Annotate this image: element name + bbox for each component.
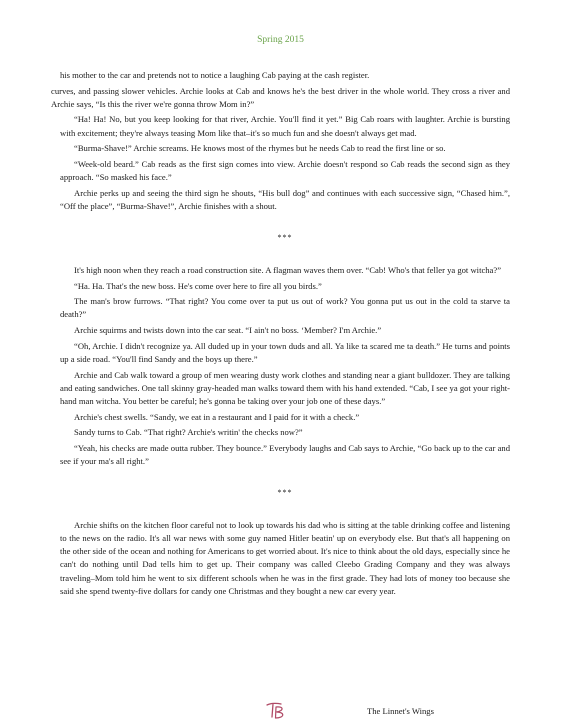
paragraph: “Yeah, his checks are made outta rubber. They bounce.” Everybody laughs and Cab says to Archie, “Go back up to the car and see if your ma's all right.” [60,442,510,466]
tb-logo-icon [264,701,288,721]
paragraph: Archie and Cab walk toward a group of men wearing dusty work clothes and standing near a giant bulldozer. They are talking and eating sandwiches. One tall skinny gray-headed man walks toward them with his hand extended. “Cab, I see ya got your right-hand man witcha. You better be careful; he's gonna be taking over your job one of these days.” [60,369,510,406]
paragraph: Archie squirms and twists down into the car seat. “I ain't no boss. ‘Member? I'm Archie.” [74,325,382,336]
paragraph: Sandy turns to Cab. “That right? Archie's writin' the checks now?” [74,427,303,438]
paragraph: “Ha! Ha! No, but you keep looking for that river, Archie. You'll find it yet.” Big Cab roars with laughter. Archie is bursting with excitement; they're always teasing Mom like that–it's so much fun and she doesn't always get mad. [60,114,510,138]
paragraph: “Ha. Ha. That's the new boss. He's come over here to fire all you birds.” [74,280,322,291]
publication-title: The Linnet's Wings [367,706,434,716]
issue-header: Spring 2015 [257,35,304,45]
paragraph: curves, and passing slower vehicles. Archie looks at Cab and knows he's the best driver in the whole world. They cross a river and Archie says, “Is this the river we're gonna throw Mom in?” [51,85,510,109]
paragraph: The man's brow furrows. “That right? You come over ta put us out of work? You gonna put us out in the cold ta starve ta death?” [60,296,510,320]
paragraph: Archie's chest swells. “Sandy, we eat in a restaurant and I paid for it with a check.” [74,411,360,422]
paragraph: “Burma-Shave!” Archie screams. He knows most of the rhymes but he needs Cab to read the first line or so. [74,143,446,154]
paragraph: Archie perks up and seeing the third sign he shouts, “His bull dog” and continues with each successive sign, “Chased him.”, “Off the place”, “Burma-Shave!”, Archie finishes with a shout. [60,187,510,211]
paragraph: “Oh, Archie. I didn't recognize ya. All duded up in your town duds and all. Ya like ta scared me ta death.” He turns and points up a side road. “You'll find Sandy and the boys up there.” [60,340,510,364]
section-separator: *** [277,488,293,498]
paragraph: Archie shifts on the kitchen floor careful not to look up towards his dad who is sitting at the table drinking coffee and listening to the news on the radio. It's all war news with some guy named Hitler beatin' up on everybody else. But that's all happening on the other side of the ocean and nothing for Americans to get worried about. It's nice to think about the old days, especially since he can't do nothing until Dad tells him to get up. Their company was called Cleebo Grading Company and they was always traveling–Mom told him he went to six different schools when he was in the first grade. They had lots of money too because she said she spend twenty-five dollars for candy one Christmas and they bought a new car every year. [60,520,510,596]
paragraph: It's high noon when they reach a road construction site. A flagman waves them over. “Cab! Who's that feller ya got witcha?” [74,265,502,275]
paragraph: his mother to the car and pretends not to notice a laughing Cab paying at the cash register. [60,70,370,80]
story-body [51,69,510,600]
paragraph: “Week-old beard.” Cab reads as the first sign comes into view. Archie doesn't respond so Cab reads the second sign as they approach. “So masked his face.” [60,158,510,183]
section-separator: *** [277,232,293,242]
